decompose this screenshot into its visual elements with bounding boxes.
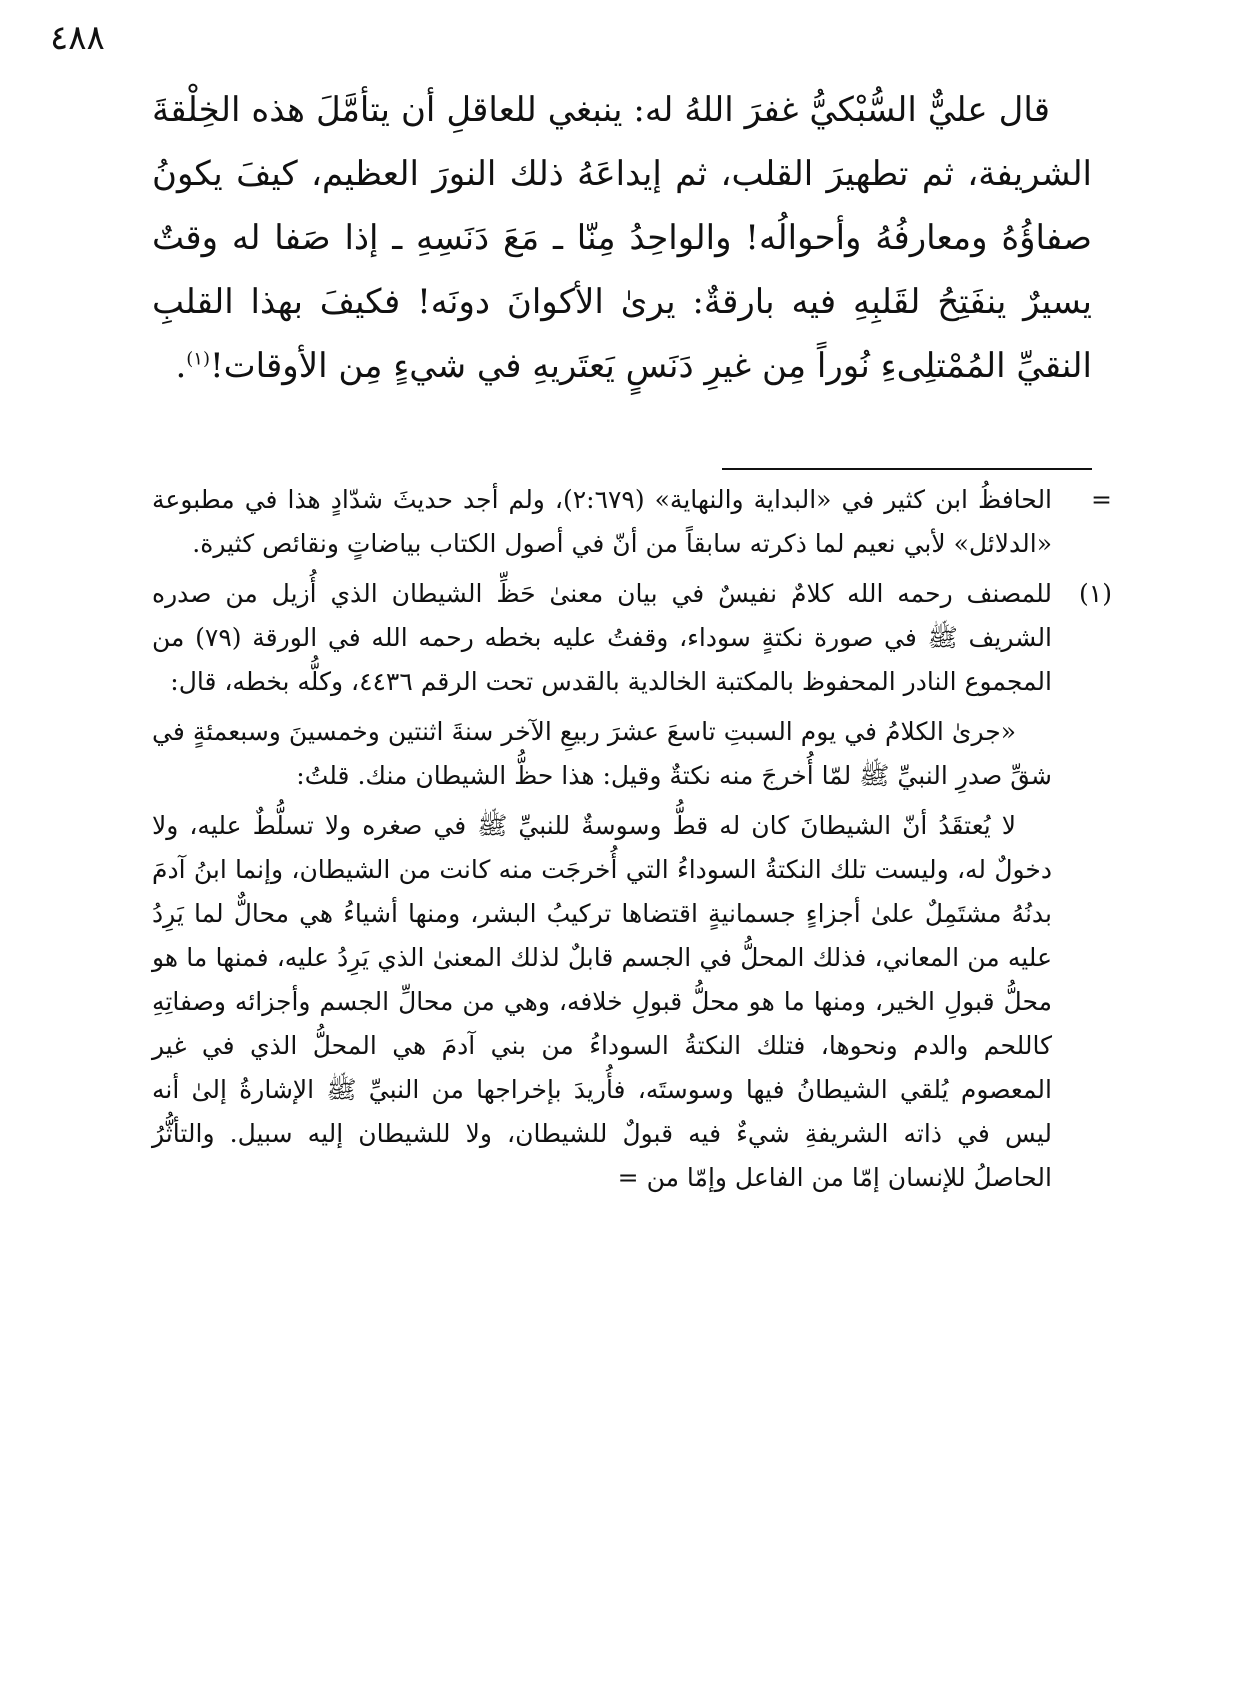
main-paragraph-text: قال عليٌّ السُّبْكيُّ غفرَ اللهُ له: ينبغي للعاقلِ أن يتأمَّلَ هذه الخِلْقةَ الشريفة، ثم تطهيرَ القلب، ثم إيداعَهُ ذلك النورَ العظيم، كيفَ يكونُ صفاؤُهُ ومعارفُهُ وأحوالُه! والواحِدُ مِنّا ـ مَعَ دَنَسِهِ ـ إذا صَفا له وقتٌ يسيرٌ ينفَتِحُ لقَلبِهِ فيه بارقةٌ: يرىٰ الأكوانَ دونَه! فكيفَ بهذا القلبِ النقيِّ المُمْتلِىءِ نُوراً مِن غيرِ دَنَسٍ يَعتَريهِ في شيءٍ مِن الأوقات! xyxy=(152,90,1092,386)
footnote-separator xyxy=(722,468,1092,470)
footnote-body xyxy=(152,804,1092,1200)
footnote-continuation xyxy=(152,478,1112,566)
footnote-1-marker: (١) xyxy=(1079,579,1112,608)
footnote-reference: (١) xyxy=(186,348,210,370)
footnote-body-text: لا يُعتقَدُ أنّ الشيطانَ كان له قطُّ وسوسةٌ للنبيِّ ﷺ في صغره ولا تسلُّطٌ عليه، ولا دخولٌ له، وليست تلك النكتةُ السوداءُ التي أُخرجَت منه كانت من الشيطان، وإنما ابنُ آدمَ بدنُهُ مشتَمِلٌ علىٰ أجزاءٍ جسمانيةٍ اقتضاها تركيبُ البشر، ومنها أشياءُ هي محالٌّ لما يَرِدُ عليه من المعاني، فذلك المحلُّ في الجسم قابلٌ لذلك المعنىٰ الذي يَرِدُ عليه، فمنها ما هو محلُّ قبولِ الخير، ومنها ما هو محلُّ قبولِ خلافه، وهي من محالِّ الجسم وأجزائه وصفاتِهِ كاللحم والدم ونحوها، فتلك النكتةُ السوداءُ من بني آدمَ هي المحلُّ الذي في غير المعصوم يُلقي الشيطانُ فيها وسوستَه، فأُريدَ بإخراجها من النبيِّ ﷺ الإشارةُ إلىٰ أنه ليس في ذاته الشريفةِ شيءٌ فيه قبولٌ للشيطان، ولا للشيطان إليه سبيل. والتأثُّرُ الحاصلُ للإنسان إمّا من الفاعل وإمّا من xyxy=(152,811,1052,1192)
footnote-body-paragraph xyxy=(152,804,1052,1200)
main-paragraph-end: . xyxy=(175,346,187,386)
main-text-block xyxy=(152,78,1092,398)
footnote-body-end-marker: = xyxy=(617,1163,639,1192)
footnote-quote xyxy=(152,710,1092,798)
continuation-text: الحافظُ ابن كثير في «البداية والنهاية» (٢:٦٧٩)، ولم أجد حديثَ شدّادٍ هذا في مطبوعة «الدلائل» لأبي نعيم لما ذكرته سابقاً من أنّ في أصول الكتاب بياضاتٍ ونقائص كثيرة. xyxy=(152,485,1053,558)
footnotes-block xyxy=(152,478,1112,1206)
continuation-marker: = xyxy=(1091,485,1112,514)
footnote-1-text: للمصنف رحمه الله كلامٌ نفيسٌ في بيان معنىٰ حَظِّ الشيطان الذي أُزيل من صدره الشريف ﷺ في صورة نكتةٍ سوداء، وقفتُ عليه بخطه رحمه الله في الورقة (٧٩) من المجموع النادر المحفوظ بالمكتبة الخالدية بالقدس تحت الرقم ٤٤٣٦، وكلُّه بخطه، قال: xyxy=(152,579,1053,696)
footnote-1 xyxy=(152,572,1112,704)
footnote-quote-text: «جرىٰ الكلامُ في يوم السبتِ تاسعَ عشرَ ربيعِ الآخر سنةَ اثنتين وخمسينَ وسبعمئةٍ في شقِّ صدرِ النبيِّ ﷺ لمّا أُخرجَ منه نكتةٌ وقيل: هذا حظُّ الشيطان منك. قلتُ: xyxy=(152,717,1052,790)
page-number: ٤٨٨ xyxy=(50,18,105,58)
main-paragraph xyxy=(152,78,1092,398)
